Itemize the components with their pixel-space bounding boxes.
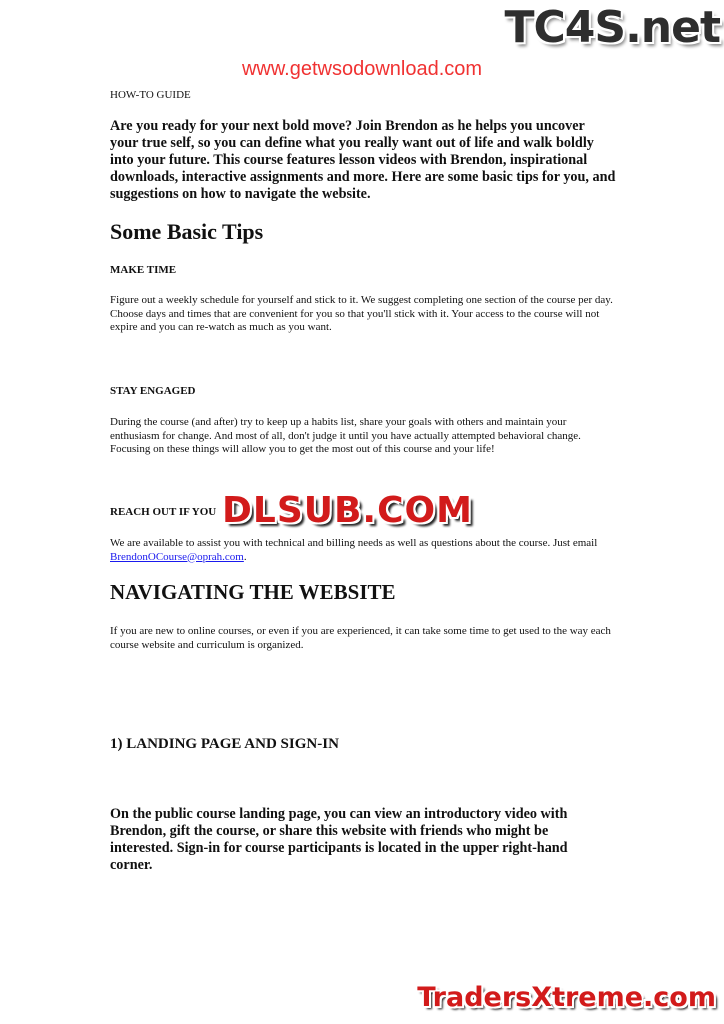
email-link[interactable]: BrendonOCourse@oprah.com (110, 550, 244, 563)
tips-heading: Some Basic Tips (110, 219, 264, 244)
stay-engaged-heading: STAY ENGAGED (110, 385, 196, 397)
url-watermark: www.getwsodownload.com (241, 58, 483, 80)
stay-engaged-body: During the course (and after) try to keep up a habits list, share your goals with others and maintain your enthusiasm for change. And most of all, don't judge it until you have actually attempted behavioral change. Focusing on these things will allow you to get the most out of this course and your life! (110, 416, 581, 456)
landing-heading: 1) LANDING PAGE AND SIGN-IN (110, 736, 339, 752)
reach-out-text: We are available to assist you with technical and billing needs as well as questions about the course. Just email (110, 537, 598, 549)
intro-paragraph: Are you ready for your next bold move? Join Brendon as he helps you uncover your true self, so you can define what you really want out of life and walk boldly into your future. This course features lesson videos with Brendon, inspirational downloads, interactive assignments and more. Here are some basic tips for you, and suggestions on how to navigate the website. (110, 118, 616, 202)
reach-out-suffix: . (243, 550, 247, 563)
reach-out-body (110, 537, 616, 564)
guide-label: HOW-TO GUIDE (110, 89, 191, 101)
navigating-heading: NAVIGATING THE WEBSITE (110, 580, 396, 604)
make-time-heading: MAKE TIME (110, 264, 177, 276)
tradersxtreme-watermark: TradersXtreme.com (417, 982, 716, 1013)
make-time-body: Figure out a weekly schedule for yourself and stick to it. We suggest completing one section of the course per day. Choose days and times that are convenient for you so that you'll stick with it. Your access to the course will not expire and you can re-watch as much as you want. (110, 294, 613, 334)
navigating-body: If you are new to online courses, or even if you are experienced, it can take some time to get used to the way each course website and curriculum is organized. (110, 625, 611, 651)
tc4s-watermark: TC4S.net (504, 2, 720, 53)
reach-out-heading: REACH OUT IF YOU (110, 506, 217, 518)
dlsub-watermark: DLSUB.COM (222, 490, 473, 531)
landing-body: On the public course landing page, you can view an introductory video with Brendon, gift the course, or share this website with friends who might be interested. Sign-in for course participants is located in the upper right-hand corner. (110, 806, 568, 873)
